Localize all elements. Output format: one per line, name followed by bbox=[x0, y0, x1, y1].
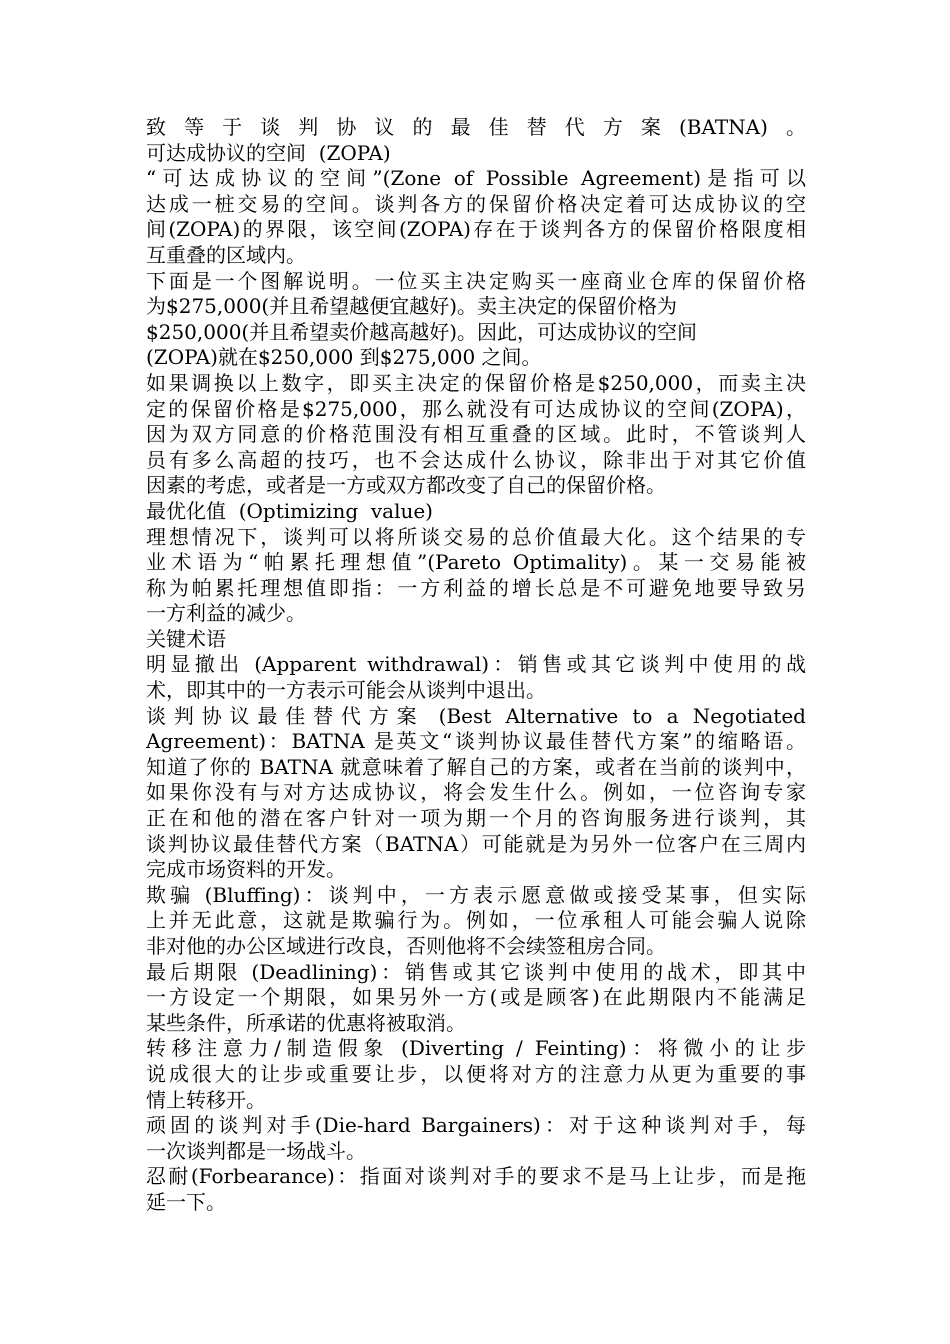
term-line: 最后期限 (Deadlining)：销售或其它谈判中使用的战术，即其中 bbox=[146, 959, 806, 984]
text-line: 互重叠的区域内。 bbox=[146, 242, 306, 267]
text-line: 定的保留价格是$275,000，那么就没有可达成协议的空间(ZOPA)， bbox=[146, 396, 806, 421]
text-line: 非对他的办公区域进行改良，否则他将不会续签租房合同。 bbox=[146, 934, 666, 958]
text-line: 正在和他的潜在客户针对一项为期一个月的咨询服务进行谈判，其 bbox=[146, 806, 806, 831]
text-line: 称为帕累托理想值即指：一方利益的增长总是不可避免地要导致另 bbox=[146, 575, 806, 600]
text-line: 如果你没有与对方达成协议，将会发生什么。例如，一位咨询专家 bbox=[146, 780, 806, 805]
term-line: 顽固的谈判对手(Die-hard Bargainers)：对于这种谈判对手，每 bbox=[146, 1113, 806, 1138]
text-line: 延一下。 bbox=[146, 1189, 226, 1214]
text-line: 完成市场资料的开发。 bbox=[146, 857, 346, 882]
term-line: 忍耐(Forbearance)：指面对谈判对手的要求不是马上让步，而是拖 bbox=[146, 1164, 806, 1189]
text-line: (ZOPA)就在$250,000 到$275,000 之间。 bbox=[146, 345, 542, 370]
text-line: 谈判协议最佳替代方案（BATNA）可能就是为另外一位客户在三周内 bbox=[146, 831, 806, 856]
text-line: 上并无此意，这就是欺骗行为。例如，一位承租人可能会骗人说除 bbox=[146, 908, 806, 933]
text-line: 一次谈判都是一场战斗。 bbox=[146, 1138, 366, 1163]
text-line: 一方利益的减少。 bbox=[146, 601, 306, 626]
text-line: 因为双方同意的价格范围没有相互重叠的区域。此时，不管谈判人 bbox=[146, 422, 806, 447]
text-line: 某些条件，所承诺的优惠将被取消。 bbox=[146, 1010, 466, 1035]
text-line: 说成很大的让步或重要让步，以便将对方的注意力从更为重要的事 bbox=[146, 1061, 806, 1086]
term-line: 谈判协议最佳替代方案 (Best Alternative to a Negotiated bbox=[146, 703, 806, 728]
text-line: $250,000(并且希望卖价越高越好)。因此，可达成协议的空间 bbox=[146, 319, 698, 344]
text-line: 理想情况下，谈判可以将所谈交易的总价值最大化。这个结果的专 bbox=[146, 524, 806, 549]
document-body bbox=[146, 115, 806, 1216]
text-line: 因素的考虑，或者是一方或双方都改变了自己的保留价格。 bbox=[146, 473, 666, 498]
term-line: 明显撤出 (Apparent withdrawal)：销售或其它谈判中使用的战 bbox=[146, 652, 806, 677]
section-heading-key-terms: 关键术语 bbox=[146, 626, 226, 651]
term-line: 欺骗 (Bluffing)：谈判中，一方表示愿意做或接受某事，但实际 bbox=[146, 882, 806, 907]
text-line: 为$275,000(并且希望越便宜越好)。卖主决定的保留价格为 bbox=[146, 294, 678, 319]
text-line: Agreement)：BATNA 是英文“谈判协议最佳替代方案”的缩略语。 bbox=[146, 729, 806, 754]
text-line: 间(ZOPA)的界限，该空间(ZOPA)存在于谈判各方的保留价格限度相 bbox=[146, 217, 806, 242]
text-line: 员有多么高超的技巧，也不会达成什么协议，除非出于对其它价值 bbox=[146, 447, 806, 472]
text-line: 一方设定一个期限，如果另外一方(或是顾客)在此期限内不能满足 bbox=[146, 985, 806, 1010]
text-line: 知道了你的 BATNA 就意味着了解自己的方案，或者在当前的谈判中， bbox=[146, 754, 806, 779]
text-line: 如果调换以上数字，即买主决定的保留价格是$250,000，而卖主决 bbox=[146, 370, 806, 395]
section-heading-zopa: 可达成协议的空间 (ZOPA) bbox=[146, 140, 391, 165]
text-line: 达成一桩交易的空间。谈判各方的保留价格决定着可达成协议的空 bbox=[146, 191, 806, 216]
text-line: 术，即其中的一方表示可能会从谈判中退出。 bbox=[146, 678, 546, 703]
term-line: 转移注意力/制造假象 (Diverting / Feinting)：将微小的让步 bbox=[146, 1036, 806, 1061]
text-line: 业术语为“帕累托理想值”(Pareto Optimality)。某一交易能被 bbox=[146, 550, 806, 575]
text-line: “可达成协议的空间”(Zone of Possible Agreement)是指可以 bbox=[146, 166, 806, 191]
text-line: 致等于谈判协议的最佳替代方案(BATNA)。 bbox=[146, 115, 806, 139]
section-heading-optimizing-value: 最优化值 (Optimizing value) bbox=[146, 498, 433, 523]
text-line: 情上转移开。 bbox=[146, 1087, 266, 1112]
text-line: 下面是一个图解说明。一位买主决定购买一座商业仓库的保留价格 bbox=[146, 268, 806, 293]
